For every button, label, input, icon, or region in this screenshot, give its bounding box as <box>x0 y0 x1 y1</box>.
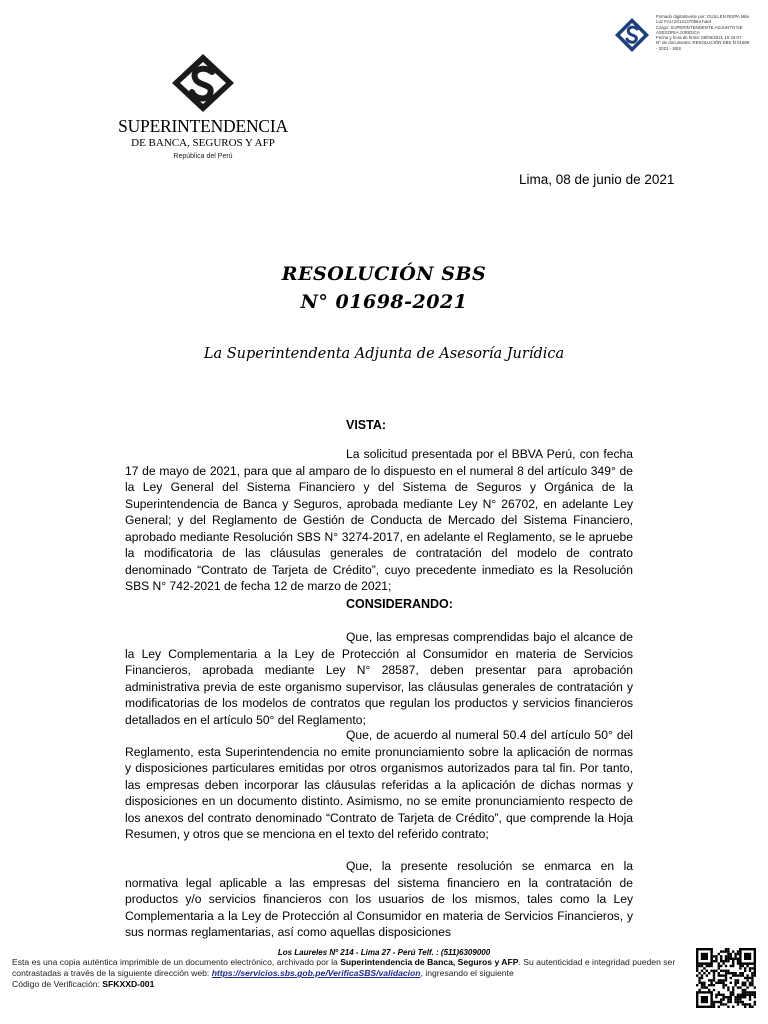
signature-line: ASESORIA JURIDICA <box>656 29 700 35</box>
considerando-heading: CONSIDERANDO: <box>346 597 453 611</box>
note-text: Esta es una copia auténtica imprimible de un documento electrónico, archivado por la <box>12 957 341 967</box>
vista-heading: VISTA: <box>346 418 387 432</box>
document-date: Lima, 08 de junio de 2021 <box>519 172 675 187</box>
footer-address: Los Laureles Nº 214 - Lima 27 - Perú Telf. : (511)6309000 <box>277 948 491 957</box>
signature-line: Fecha y hora de firma: 08/06/2021 10:43:07 <box>656 35 742 41</box>
org-country: República del Perú <box>173 153 233 160</box>
signature-line: Cargo: SUPERINTENDENTE ADJUNTO DE <box>656 24 743 30</box>
considerando-paragraph: Que, de acuerdo al numeral 50.4 del artículo 50° del Reglamento, esta Superintendencia no emite pronunciamiento sobre la aplicación de normas y disposiciones particulares emitidas por otros organismos autorizados para tal fin. Por tanto, las empresas deben incorporar las cláusulas referidas a la aplicación de dichas normas y disposiciones en un documento distinto. Asimismo, no se emite pronunciamiento respecto de los anexos del contrato denominado “Contrato de Tarjeta de Crédito”, que comprende la Hoja Resumen, y otros que se menciona en el texto del referido contrato; <box>125 728 633 841</box>
note-text: , ingresando el siguiente <box>420 968 514 979</box>
digital-signature-text <box>656 14 766 51</box>
signature-line: N° de documento: RESOLUCIÓN SBS N 01698 <box>656 40 750 46</box>
signature-line: Luz FAU 20131370564 hard <box>656 19 711 25</box>
signature-line: - 2021 - SBS <box>656 45 682 51</box>
considerando-paragraph: Que, la presente resolución se enmarca en la normativa legal aplicable a las empresas del sistema financiero en la contratación de productos y/o servicios financieros con los usuarios de los mismos, tales como la Ley Complementaria a la Ley de Protección al Consumidor en materia de Servicios Financieros, y sus normas reglamentarias, así como aquellas disposiciones <box>125 859 633 939</box>
verification-link[interactable]: https://servicios.sbs.gob.pe/VerificaSBS/validacion <box>211 968 421 979</box>
verification-code: SFKXXD-001 <box>102 979 155 990</box>
note-org: Superintendencia de Banca, Seguros y AFP <box>340 957 519 967</box>
org-name-line2: DE BANCA, SEGUROS Y AFP <box>131 137 275 149</box>
resolution-number: N° 01698-2021 <box>300 291 468 313</box>
sbs-emblem-icon <box>168 52 238 114</box>
sbs-logo <box>118 52 288 160</box>
org-name-line1: SUPERINTENDENCIA <box>118 116 288 136</box>
considerando-paragraph: Que, las empresas comprendidas bajo el alcance de la Ley Complementaria a la Ley de Protección al Consumidor en materia de Servicios Financieros, aprobada mediante Ley N° 28587, deben presentar para aprobación administrativa previa de este organismo supervisor, las cláusulas generales de contratación y modificatorias de los modelos de contratos que regulan los productos y servicios financieros detallados en el artículo 50° del Reglamento; <box>125 630 633 727</box>
signature-line: Firmado digitalmente por: GUILLEN RISPA Mila <box>656 14 749 19</box>
authenticity-note <box>12 957 682 991</box>
issuer-subtitle: La Superintendenta Adjunta de Asesoría Jurídica <box>203 346 565 362</box>
vista-paragraph: La solicitud presentada por el BBVA Perú, con fecha 17 de mayo de 2021, para que al amparo de lo dispuesto en el numeral 8 del artículo 349° de la Ley General del Sistema Financiero y del Sistema de Seguros y Orgánica de la Superintendencia de Banca y Seguros, aprobada mediante Ley N° 26702, en adelante Ley General; y del Reglamento de Gestión de Conducta de Mercado del Sistema Financiero, aprobado mediante Resolución SBS N° 3274-2017, en adelante el Reglamento, se le apruebe la modificatoria de las cláusulas generales de contratación del modelo de contrato denominado “Contrato de Tarjeta de Crédito”, cuyo precedente inmediato es la Resolución SBS N° 742-2021 de fecha 12 de marzo de 2021; <box>125 447 633 593</box>
resolution-title: RESOLUCIÓN SBS <box>281 263 487 285</box>
qr-code-icon <box>696 948 756 1008</box>
note-text: . Su autenticidad e integridad pueden ser contrastadas a través de la siguiente dirección web: <box>12 957 676 979</box>
verification-code-label: Código de Verificación: <box>12 979 103 990</box>
digital-signature-icon <box>614 17 650 53</box>
